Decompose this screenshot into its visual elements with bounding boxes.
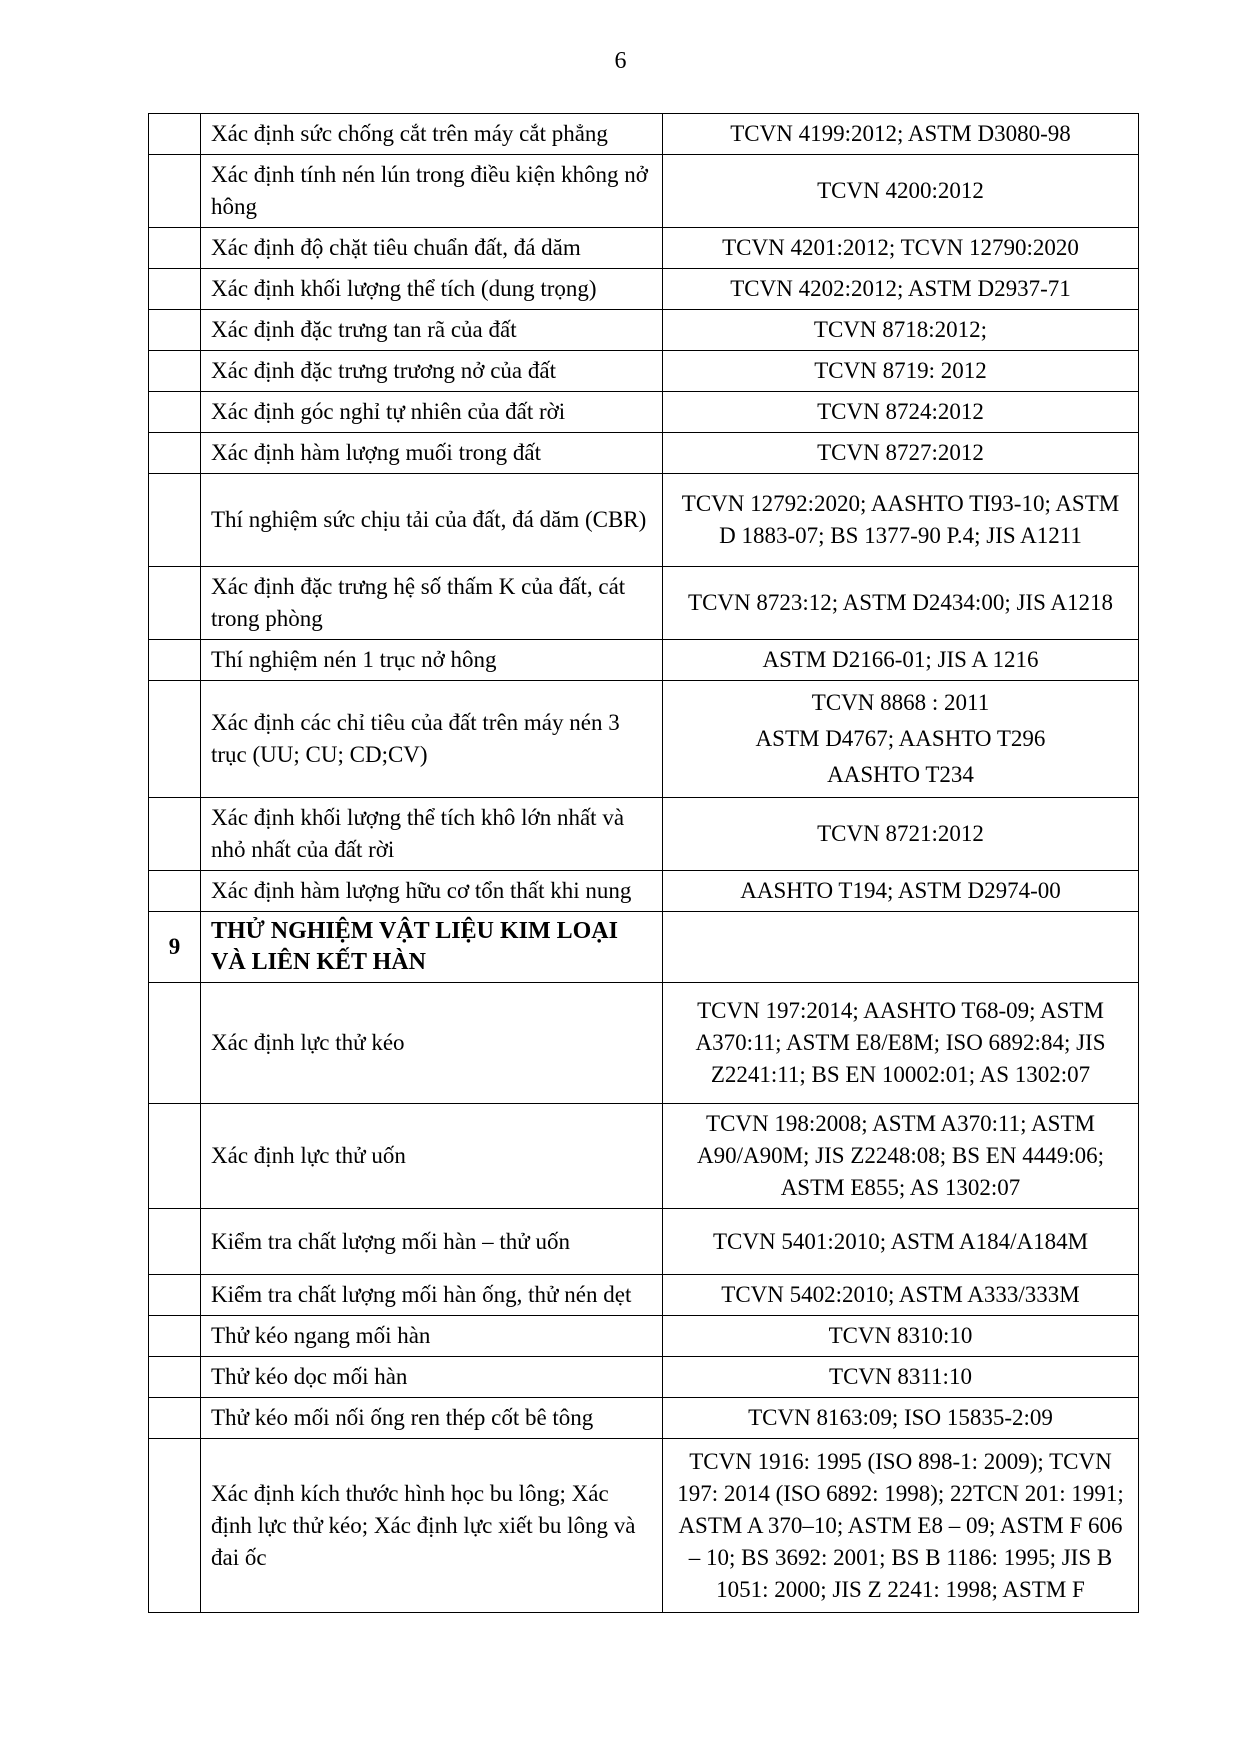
table-row xyxy=(149,1439,1139,1613)
test-name: Xác định góc nghỉ tự nhiên của đất rời xyxy=(201,392,663,433)
test-name: Thử kéo mối nối ống ren thép cốt bê tông xyxy=(201,1398,663,1439)
table-row xyxy=(149,1209,1139,1275)
test-name: Xác định lực thử uốn xyxy=(201,1104,663,1209)
standard-reference: TCVN 8727:2012 xyxy=(663,433,1139,474)
row-number xyxy=(149,871,201,912)
test-name: Xác định tính nén lún trong điều kiện không nở hông xyxy=(201,155,663,228)
test-name: Xác định lực thử kéo xyxy=(201,983,663,1104)
standards-table xyxy=(148,113,1139,1613)
table-row xyxy=(149,351,1139,392)
row-number xyxy=(149,1316,201,1357)
test-name: Xác định đặc trưng tan rã của đất xyxy=(201,310,663,351)
table-row xyxy=(149,1398,1139,1439)
test-name: Xác định kích thước hình học bu lông; Xác định lực thử kéo; Xác định lực xiết bu lông và đai ốc xyxy=(201,1439,663,1613)
test-name: Thí nghiệm nén 1 trục nở hông xyxy=(201,640,663,681)
standard-line: AASHTO T234 xyxy=(827,762,974,787)
standard-reference xyxy=(663,912,1139,983)
test-name: Xác định khối lượng thể tích (dung trọng) xyxy=(201,269,663,310)
table-row xyxy=(149,1357,1139,1398)
table-row xyxy=(149,681,1139,798)
row-number xyxy=(149,1398,201,1439)
row-number xyxy=(149,1439,201,1613)
row-number xyxy=(149,1357,201,1398)
test-name: Thí nghiệm sức chịu tải của đất, đá dăm (CBR) xyxy=(201,474,663,567)
standard-line: TCVN 8868 : 2011 xyxy=(811,690,990,715)
test-name: Xác định các chỉ tiêu của đất trên máy nén 3 trục (UU; CU; CD;CV) xyxy=(201,681,663,798)
row-number xyxy=(149,798,201,871)
standard-reference: TCVN 4201:2012; TCVN 12790:2020 xyxy=(663,228,1139,269)
table-row xyxy=(149,871,1139,912)
test-name: Thử kéo dọc mối hàn xyxy=(201,1357,663,1398)
table-row xyxy=(149,392,1139,433)
test-name: Xác định khối lượng thể tích khô lớn nhất và nhỏ nhất của đất rời xyxy=(201,798,663,871)
test-name: Xác định sức chống cắt trên máy cắt phẳng xyxy=(201,114,663,155)
table-row xyxy=(149,114,1139,155)
standard-line: ASTM D4767; AASHTO T296 xyxy=(755,726,1046,751)
table-row xyxy=(149,155,1139,228)
test-name: Xác định đặc trưng hệ số thấm K của đất, cát trong phòng xyxy=(201,567,663,640)
row-number xyxy=(149,640,201,681)
table-row xyxy=(149,474,1139,567)
test-name: Xác định hàm lượng muối trong đất xyxy=(201,433,663,474)
standard-reference: TCVN 1916: 1995 (ISO 898-1: 2009); TCVN 197: 2014 (ISO 6892: 1998); 22TCN 201: 1991; ASTM A 370–10; ASTM E8 – 09; ASTM F 606 – 10; BS 3692: 2001; BS B 1186: 1995; JIS B 1051: 2000; JIS Z 2241: 1998; ASTM F xyxy=(663,1439,1139,1613)
row-number xyxy=(149,114,201,155)
test-name: Xác định hàm lượng hữu cơ tổn thất khi nung xyxy=(201,871,663,912)
standard-reference: TCVN 8719: 2012 xyxy=(663,351,1139,392)
standard-reference: TCVN 8311:10 xyxy=(663,1357,1139,1398)
standard-reference: TCVN 8723:12; ASTM D2434:00; JIS A1218 xyxy=(663,567,1139,640)
standard-reference: TCVN 8163:09; ISO 15835-2:09 xyxy=(663,1398,1139,1439)
standard-reference: TCVN 4202:2012; ASTM D2937-71 xyxy=(663,269,1139,310)
standard-reference xyxy=(663,681,1139,798)
row-number xyxy=(149,1104,201,1209)
table-row xyxy=(149,228,1139,269)
standard-reference: TCVN 12792:2020; AASHTO TI93-10; ASTM D 1883-07; BS 1377-90 P.4; JIS A1211 xyxy=(663,474,1139,567)
standard-reference: TCVN 8310:10 xyxy=(663,1316,1139,1357)
standard-reference: AASHTO T194; ASTM D2974-00 xyxy=(663,871,1139,912)
standard-reference: TCVN 8724:2012 xyxy=(663,392,1139,433)
row-number xyxy=(149,392,201,433)
row-number xyxy=(149,155,201,228)
row-number xyxy=(149,433,201,474)
standard-reference: TCVN 198:2008; ASTM A370:11; ASTM A90/A90M; JIS Z2248:08; BS EN 4449:06; ASTM E855; AS 1302:07 xyxy=(663,1104,1139,1209)
table-row xyxy=(149,798,1139,871)
row-number xyxy=(149,681,201,798)
test-name: Xác định độ chặt tiêu chuẩn đất, đá dăm xyxy=(201,228,663,269)
row-number xyxy=(149,269,201,310)
standard-reference: TCVN 4200:2012 xyxy=(663,155,1139,228)
table-row xyxy=(149,1275,1139,1316)
row-number: 9 xyxy=(149,912,201,983)
test-name: Xác định đặc trưng trương nở của đất xyxy=(201,351,663,392)
standard-reference: TCVN 8718:2012; xyxy=(663,310,1139,351)
test-name: Kiểm tra chất lượng mối hàn – thử uốn xyxy=(201,1209,663,1275)
row-number xyxy=(149,1275,201,1316)
table-row xyxy=(149,640,1139,681)
test-name: Kiểm tra chất lượng mối hàn ống, thử nén dẹt xyxy=(201,1275,663,1316)
standard-reference: TCVN 8721:2012 xyxy=(663,798,1139,871)
section-row xyxy=(149,912,1139,983)
test-name: Thử kéo ngang mối hàn xyxy=(201,1316,663,1357)
row-number xyxy=(149,474,201,567)
table-row xyxy=(149,269,1139,310)
table-row xyxy=(149,433,1139,474)
row-number xyxy=(149,567,201,640)
row-number xyxy=(149,1209,201,1275)
row-number xyxy=(149,310,201,351)
row-number xyxy=(149,228,201,269)
standard-reference: TCVN 197:2014; AASHTO T68-09; ASTM A370:11; ASTM E8/E8M; ISO 6892:84; JIS Z2241:11; BS EN 10002:01; AS 1302:07 xyxy=(663,983,1139,1104)
table-row xyxy=(149,983,1139,1104)
table-row xyxy=(149,1316,1139,1357)
standard-reference: TCVN 5402:2010; ASTM A333/333M xyxy=(663,1275,1139,1316)
table-row xyxy=(149,1104,1139,1209)
standard-reference: ASTM D2166-01; JIS A 1216 xyxy=(663,640,1139,681)
standard-reference: TCVN 5401:2010; ASTM A184/A184M xyxy=(663,1209,1139,1275)
standard-reference: TCVN 4199:2012; ASTM D3080-98 xyxy=(663,114,1139,155)
row-number xyxy=(149,351,201,392)
section-title: THỬ NGHIỆM VẬT LIỆU KIM LOẠI VÀ LIÊN KẾT HÀN xyxy=(201,912,663,983)
table-row xyxy=(149,567,1139,640)
page-number: 6 xyxy=(614,48,627,74)
table-row xyxy=(149,310,1139,351)
row-number xyxy=(149,983,201,1104)
